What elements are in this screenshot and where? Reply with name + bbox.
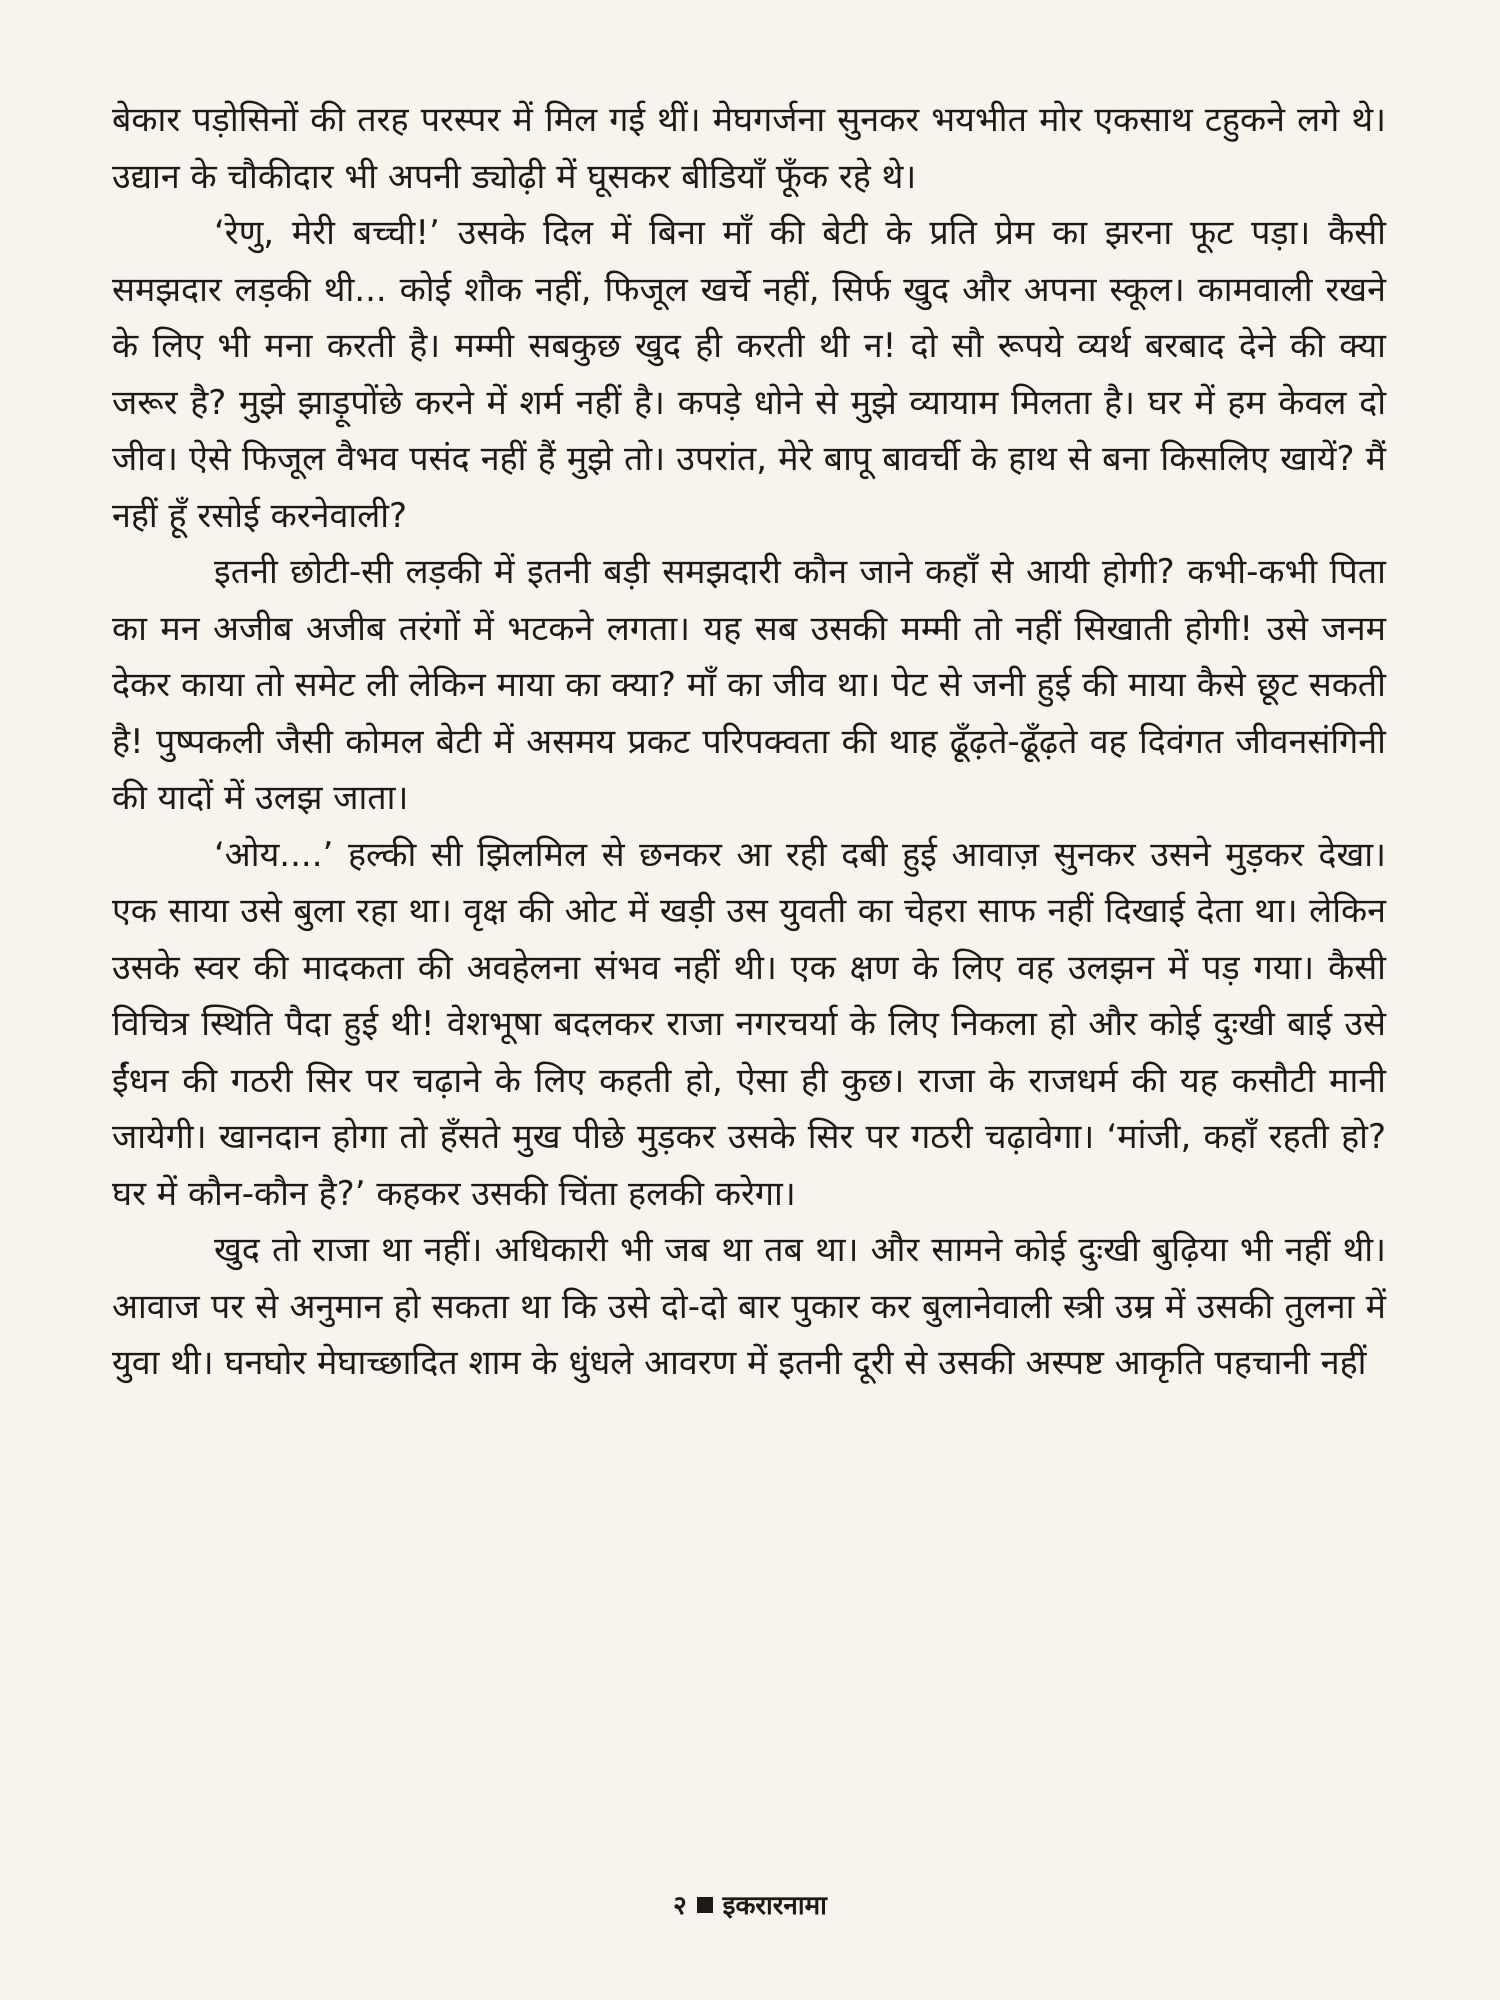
paragraph-2: ‘रेणु, मेरी बच्ची!’ उसके दिल में बिना माँ की बेटी के प्रति प्रेम का झरना फूट पड़ा। कैसी समझदार लड़की थी... कोई शौक नहीं, फिजूल खर्चे नहीं, सिर्फ खुद और अपना स्कूल। कामवाली रखने के लिए भी मना करती है। मम्मी सबकुछ खुद ही करती थी न! दो सौ रूपये व्यर्थ बरबाद देने की क्या जरूर है? मुझे झाड़ूपोंछे करने में शर्म नहीं है। कपड़े धोने से मुझे व्यायाम मिलता है। घर में हम केवल दो जीव। ऐसे फिजूल वैभव पसंद नहीं हैं मुझे तो। उपरांत, मेरे बापू बावर्ची के हाथ से बना किसलिए खायें? मैं नहीं हूँ रसोई करनेवाली? [112, 213, 1386, 536]
page-footer [0, 1886, 1500, 1922]
square-separator-icon [697, 1897, 713, 1913]
paragraph-5: खुद तो राजा था नहीं। अधिकारी भी जब था तब था। और सामने कोई दुःखी बुढ़िया भी नहीं थी। आवाज पर से अनुमान हो सकता था कि उसे दो-दो बार पुकार कर बुलानेवाली स्त्री उम्र में उसकी तुलना में युवा थी। घनघोर मेघाच्छादित शाम के धुंधले आवरण में इतनी दूरी से उसकी अस्पष्ट आकृति पहचानी नहीं [112, 1230, 1386, 1383]
book-title: इकरारनामा [722, 1891, 827, 1921]
body-text [112, 92, 1386, 1392]
paragraph-3: इतनी छोटी-सी लड़की में इतनी बड़ी समझदारी कौन जाने कहाँ से आयी होगी? कभी-कभी पिता का मन अजीब अजीब तरंगों में भटकने लगता। यह सब उसकी मम्मी तो नहीं सिखाती होगी! उसे जनम देकर काया तो समेट ली लेकिन माया का क्या? माँ का जीव था। पेट से जनी हुई की माया कैसे छूट सकती है! पुष्पकली जैसी कोमल बेटी में असमय प्रकट परिपक्वता की थाह ढूँढ़ते-ढूँढ़ते वह दिवंगत जीवनसंगिनी की यादों में उलझ जाता। [112, 552, 1386, 818]
paragraph-1: बेकार पड़ोसिनों की तरह परस्पर में मिल गई थीं। मेघगर्जना सुनकर भयभीत मोर एकसाथ टहुकने लगे थे। उद्यान के चौकीदार भी अपनी ड्योढ़ी में घूसकर बीडियाँ फूँक रहे थे। [112, 100, 1386, 197]
paragraph-4: ‘ओय....’ हल्की सी झिलमिल से छनकर आ रही दबी हुई आवाज़ सुनकर उसने मुड़कर देखा। एक साया उसे बुला रहा था। वृक्ष की ओट में खड़ी उस युवती का चेहरा साफ नहीं दिखाई देता था। लेकिन उसके स्वर की मादकता की अवहेलना संभव नहीं थी। एक क्षण के लिए वह उलझन में पड़ गया। कैसी विचित्र स्थिति पैदा हुई थी! वेशभूषा बदलकर राजा नगरचर्या के लिए निकला हो और कोई दुःखी बाई उसे ईंधन की गठरी सिर पर चढ़ाने के लिए कहती हो, ऐसा ही कुछ। राजा के राजधर्म की यह कसौटी मानी जायेगी। खानदान होगा तो हँसते मुख पीछे मुड़कर उसके सिर पर गठरी चढ़ावेगा। ‘मांजी, कहाँ रहती हो? घर में कौन-कौन है?’ कहकर उसकी चिंता हलकी करेगा। [112, 834, 1386, 1214]
page-number: २ [673, 1891, 687, 1921]
